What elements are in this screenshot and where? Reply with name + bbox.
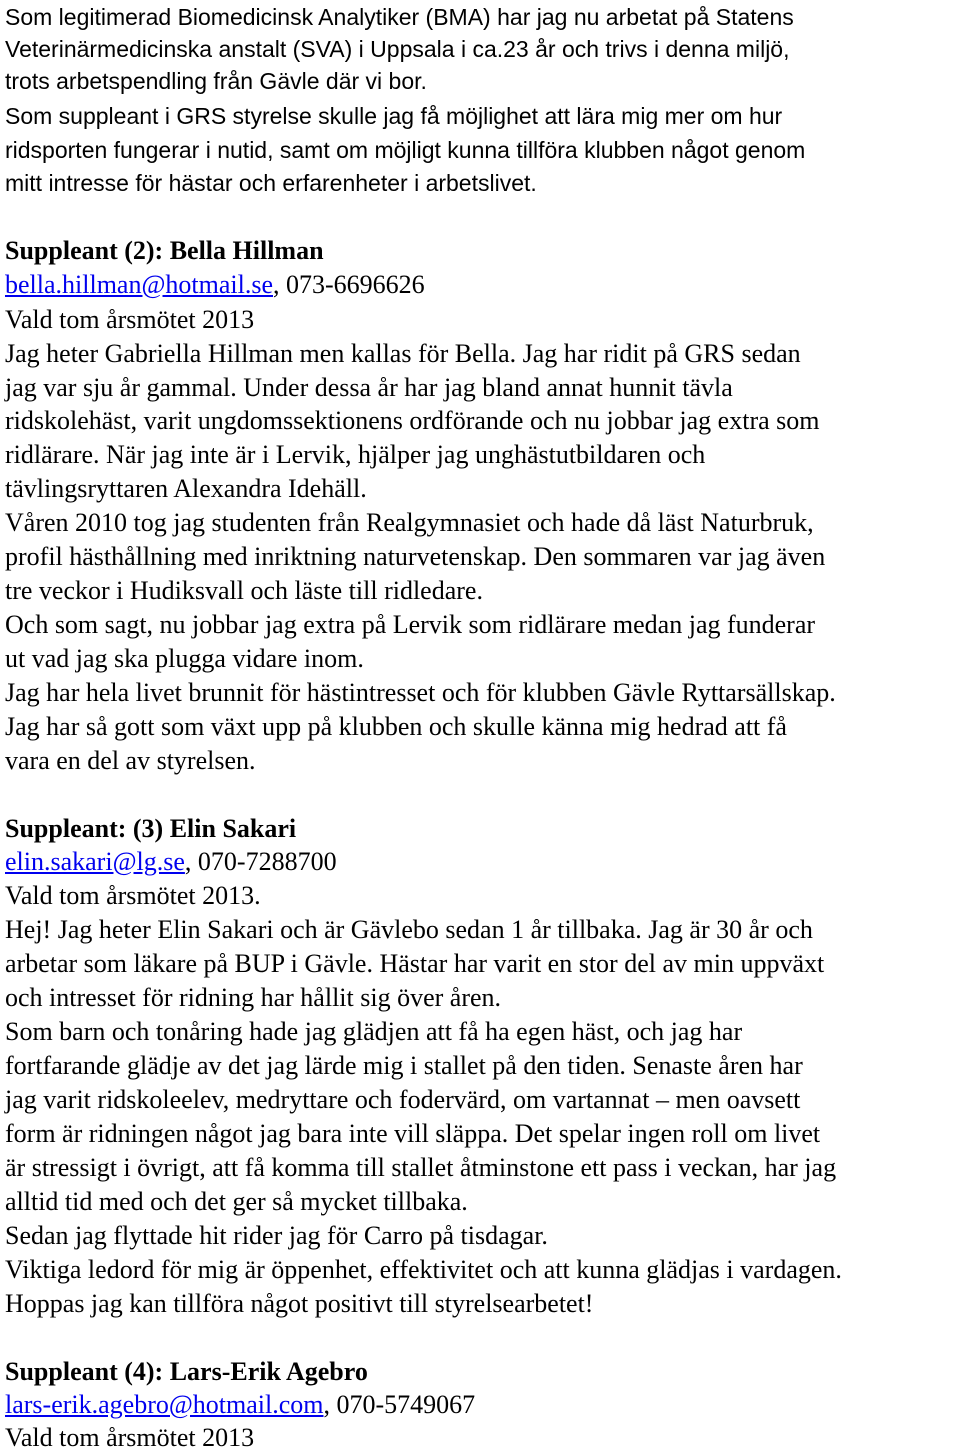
intro-line: Veterinärmedicinska anstalt (SVA) i Uppsala i ca.23 år och trivs i denna miljö, (5, 36, 790, 62)
bella-bio-line: ridlärare. När jag inte är i Lervik, hjälper jag unghästutbildaren och (5, 440, 706, 469)
elin-bio-line: Viktiga ledord för mig är öppenhet, effektivitet och att kunna glädjas i vardagen. (5, 1255, 842, 1284)
intro-line: trots arbetspendling från Gävle där vi bor. (5, 68, 427, 94)
lars-term: Vald tom årsmötet 2013 (5, 1423, 255, 1452)
elin-email-link[interactable]: elin.sakari@lg.se (5, 847, 185, 876)
lars-phone: , 070-5749067 (323, 1390, 476, 1419)
elin-bio-line: och intresset för ridning har hållit sig över åren. (5, 983, 502, 1012)
intro-line: Som legitimerad Biomedicinsk Analytiker (BMA) har jag nu arbetat på Statens (5, 4, 794, 30)
bella-bio-line: Jag heter Gabriella Hillman men kallas för Bella. Jag har ridit på GRS sedan (5, 339, 801, 368)
bella-email-link[interactable]: bella.hillman@hotmail.se (5, 270, 273, 299)
bella-term: Vald tom årsmötet 2013 (5, 305, 255, 334)
elin-bio-line: alltid tid med och det ger så mycket tillbaka. (5, 1187, 468, 1216)
intro-line: Som suppleant i GRS styrelse skulle jag få möjlighet att lära mig mer om hur (5, 103, 783, 129)
elin-bio-line: Som barn och tonåring hade jag glädjen att få ha egen häst, och jag har (5, 1017, 743, 1046)
elin-term: Vald tom årsmötet 2013. (5, 881, 261, 910)
intro-line: mitt intresse för hästar och erfarenheter i arbetslivet. (5, 170, 537, 196)
bella-bio-line: tävlingsryttaren Alexandra Idehäll. (5, 474, 367, 503)
bella-bio-line: Och som sagt, nu jobbar jag extra på Lervik som ridlärare medan jag funderar (5, 610, 816, 639)
bella-phone: , 073-6696626 (273, 270, 425, 299)
bella-contact (5, 268, 425, 302)
elin-bio-line: Hoppas jag kan tillföra något positivt till styrelsearbetet! (5, 1289, 594, 1318)
bella-bio-line: Våren 2010 tog jag studenten från Realgymnasiet och hade då läst Naturbruk, (5, 508, 814, 537)
bella-bio-line: Jag har hela livet brunnit för hästintresset och för klubben Gävle Ryttarsällskap. (5, 678, 836, 707)
elin-bio-line: är stressigt i övrigt, att få komma till stallet åtminstone ett pass i veckan, har jag (5, 1153, 837, 1182)
bella-bio-line: vara en del av styrelsen. (5, 746, 256, 775)
elin-heading: Suppleant: (3) Elin Sakari (5, 814, 297, 843)
elin-bio-line: fortfarande glädje av det jag lärde mig i stallet på den tiden. Senaste åren har (5, 1051, 803, 1080)
bella-heading: Suppleant (2): Bella Hillman (5, 236, 324, 265)
lars-email-link[interactable]: lars-erik.agebro@hotmail.com (5, 1390, 324, 1419)
bella-bio-line: ut vad jag ska plugga vidare inom. (5, 644, 364, 673)
elin-bio-line: jag varit ridskoleelev, medryttare och fodervärd, om vartannat – men oavsett (5, 1085, 801, 1114)
elin-bio-line: form är ridningen något jag bara inte vill släppa. Det spelar ingen roll om livet (5, 1119, 821, 1148)
bella-bio-line: Jag har så gott som växt upp på klubben och skulle känna mig hedrad att få (5, 712, 787, 741)
bella-bio-line: ridskolehäst, varit ungdomssektionens ordförande och nu jobbar jag extra som (5, 406, 820, 435)
elin-bio-line: Hej! Jag heter Elin Sakari och är Gävlebo sedan 1 år tillbaka. Jag är 30 år och (5, 915, 813, 944)
lars-heading: Suppleant (4): Lars-Erik Agebro (5, 1357, 368, 1386)
elin-bio-line: arbetar som läkare på BUP i Gävle. Hästar har varit en stor del av min uppväxt (5, 949, 825, 978)
elin-contact (5, 845, 337, 879)
bella-bio-line: tre veckor i Hudiksvall och läste till ridledare. (5, 576, 483, 605)
intro-line: ridsporten fungerar i nutid, samt om möjligt kunna tillföra klubben något genom (5, 137, 806, 163)
elin-bio-line: Sedan jag flyttade hit rider jag för Carro på tisdagar. (5, 1221, 548, 1250)
bella-bio-line: profil hästhållning med inriktning naturvetenskap. Den sommaren var jag även (5, 542, 826, 571)
bella-bio-line: jag var sju år gammal. Under dessa år har jag bland annat hunnit tävla (5, 373, 733, 402)
lars-contact (5, 1388, 475, 1422)
elin-phone: , 070-7288700 (184, 847, 337, 876)
